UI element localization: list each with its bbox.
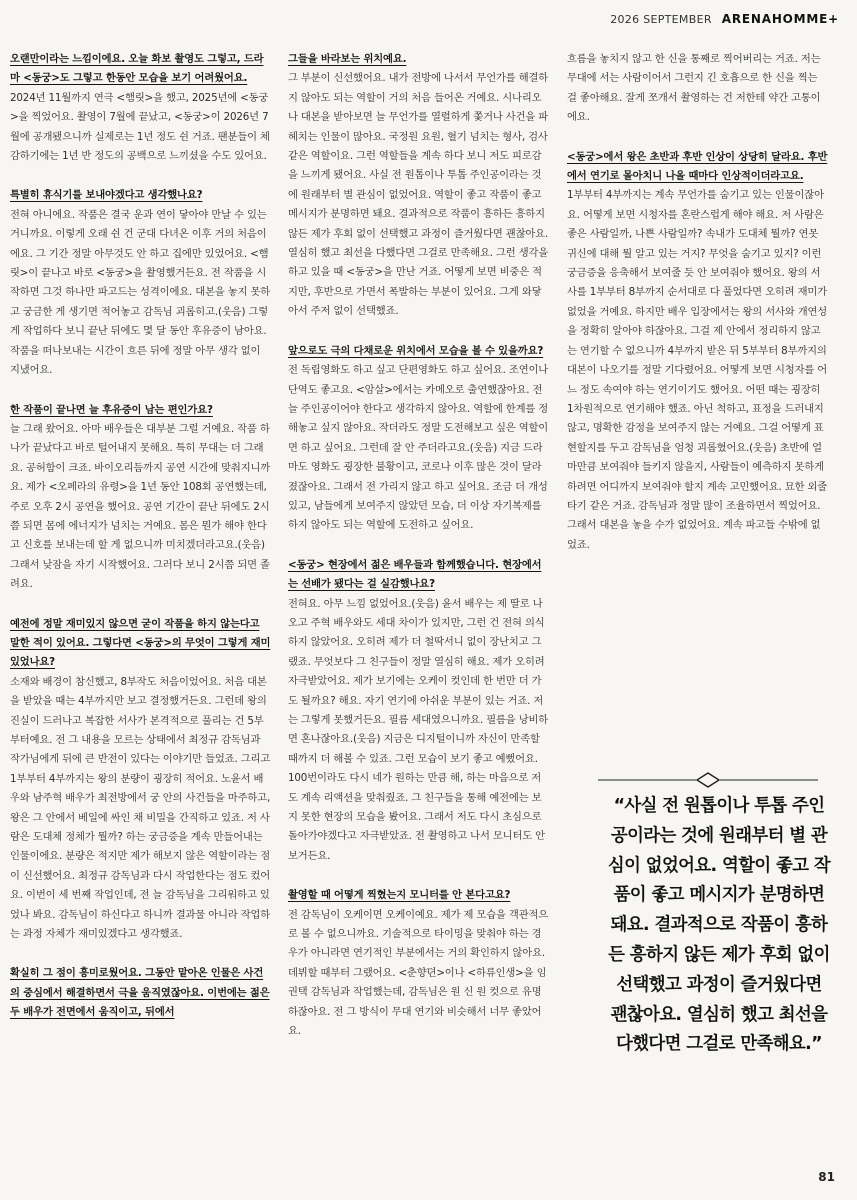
interview-answer: 1부부터 4부까지는 계속 무언가를 숨기고 있는 인물이잖아요. 어떻게 보면 시청자를 혼란스럽게 해야 해요. 저 사람은 좋은 사람일까, 나쁜 사람일까? 속내가 도대체 뭘까? 연못 귀신에 대해 뭘 알고 있는 거지? 무엇을 숨기고 있지? 이런 궁금증을 응축해서 보여줄 듯 안 보여줘야 했어요. 왕의 서사를 1부부터 8부까지 순서대로 다 풀었다면 오히려 재미가 없었을 거예요. 하지만 배우 입장에서는 왕의 서사와 개연성을 정확히 알아야 하잖아요. 그걸 제 안에서 정리하지 않고는 연기할 수 없으니까 4부까지 받은 뒤 5부부터 8부까지의 대본이 나오기를 정말 기다렸어요. 어떻게 보면 시청자를 어느 정도 속여야 하는 연기이기도 했어요. 어떤 때는 굉장히 1차원적으로 연기해야 했죠. 아닌 척하고, 표정을 드러내지 않고, 명확한 감정을 보여주지 않는 거예요. 그걸 어떻게 표현할지를 두고 감독님을 엄청 괴롭혔어요.(웃음) 초반에 얼마만큼 보여줘야 들키지 않을지, 사람들이 예측하지 못하게 하려면 어디까지 보여줘야 할지 계속 고민했어요. 묘한 외줄타기 같은 거죠. 감독님과 정말 많이 조율하면서 찍었어요. 그래서 대본을 놓을 수가 없었어요. 계속 파고들 수밖에 없었죠.	[567, 189, 828, 551]
interview-answer: 전 감독님이 오케이면 오케이예요. 제가 제 모습을 객관적으로 볼 수 없으니까요. 기술적으로 타이밍을 맞춰야 하는 경우가 아니라면 연기적인 부분에서는 거의 확인하지 않아요. 데뷔할 때부터 그랬어요. <춘향뎐>이나 <하류인생>을 임권택 감독님과 작업했는데, 감독님은 원 신 원 컷으로 유명하잖아요. 전 그 방식이 무대 연기와 비슷해서 너무 좋았어요.	[288, 908, 549, 1038]
interview-answer: 전혀 아니에요. 작품은 결국 운과 연이 닿아야 만날 수 있는 거니까요. 이렇게 오래 쉰 건 군대 다녀온 이후 거의 처음이에요. 그 기간 정말 아무것도 안 하고 집에만 있었어요. <햄릿>이 끝나고 바로 <동궁>을 촬영했거든요. 전 작품을 시작하면 그것 하나만 파고드는 성격이에요. 대본을 놓지 못하고 궁금한 게 생기면 적어놓고 감독님 괴롭히고.(웃음) 그렇게 작업하다 보니 끝난 뒤에도 몇 달 동안 후유증이 남아요. 작품을 떠나보내는 시간이 흐른 뒤에 정말 아무 생각 없이 지냈어요.	[10, 208, 271, 377]
interview-question: 특별히 휴식기를 보내야겠다고 생각했나요?	[10, 189, 203, 202]
page-header	[610, 12, 839, 26]
interview-answer: 전혀요. 아무 느낌 없었어요.(웃음) 윤서 배우는 제 딸로 나오고 주혁 배우와도 세대 차이가 있지만, 그런 건 전혀 의식하지 않았어요. 오히려 제가 더 철딱서니 없이 장난치고 그랬죠. 무엇보다 그 친구들이 정말 열심히 해요. 제가 오히려 자극받았어요. 제가 보기에는 오케이 컷인데 한 번만 더 가도 될까요? 해요. 자기 연기에 아쉬운 부분이 있는 거죠. 저는 그렇게 못했거든요. 필름 세대였으니까요. 필름을 낭비하면 혼나잖아요.(웃음) 지금은 디지털이니까 자신이 만족할 때까지 더 해볼 수 있죠. 그런 모습이 보기 좋고 예뻤어요. 100번이라도 다시 네가 원하는 만큼 해, 하는 마음으로 저도 계속 리액션을 맞춰줬죠. 그 친구들을 통해 예전에는 보지 못한 현장의 모습을 봤어요. 그래서 저도 다시 초심으로 돌아가야겠다고 자극받았죠. 전 촬영하고 나서 모니터도 안 보거든요.	[288, 597, 549, 862]
article-column-2	[288, 50, 550, 1062]
interview-question: 촬영할 때 어떻게 찍혔는지 모니터를 안 본다고요?	[288, 889, 511, 902]
diamond-divider-icon	[598, 772, 818, 788]
pull-quote: “사실 전 원톱이나 투톱 주인공이라는 것에 원래부터 별 관심이 없었어요. 역할이 좋고 작품이 좋고 메시지가 분명하면 돼요. 결과적으로 작품이 흥하든 흥하지 않든 제가 후회 없이 선택했고 과정이 즐거웠다면 괜찮아요. 열심히 했고 최선을 다했다면 그걸로 만족해요.”	[607, 796, 831, 1055]
interview-question: 예전에 정말 재미있지 않으면 굳이 작품을 하지 않는다고 말한 적이 있어요. 그렇다면 <동궁>의 무엇이 그렇게 재미있었나요?	[10, 617, 271, 669]
interview-answer: 흐름을 놓치지 않고 한 신을 통째로 찍어버리는 거죠. 저는 무대에 서는 사람이어서 그런지 긴 호흡으로 한 신을 찍는 걸 좋아해요. 잘게 쪼개서 촬영하는 건 저한테 약간 고통이에요.	[567, 53, 821, 124]
article-column-3	[567, 50, 829, 575]
page-number: 81	[818, 1170, 835, 1184]
interview-question: 그들을 바라보는 위치예요.	[288, 53, 407, 65]
interview-question: <동궁>에서 왕은 초반과 후반 인상이 상당히 달라요. 후반에서 연기로 몰아치니 나올 때마다 인상적이더라고요.	[567, 150, 828, 183]
article-column-1	[10, 50, 272, 1023]
interview-question: 앞으로도 극의 다채로운 위치에서 모습을 볼 수 있을까요?	[288, 344, 544, 357]
interview-answer: 소재와 배경이 참신했고, 8부작도 처음이었어요. 처음 대본을 받았을 때는 4부까지만 보고 결정했거든요. 그런데 왕의 진실이 드러나고 복잡한 서사가 본격적으로 풀리는 건 5부부터예요. 전 그 내용을 모르는 상태에서 최정규 감독님과 작가님에게 뒤에 큰 반전이 있다는 이야기만 들었죠. 그리고 1부부터 4부까지는 왕의 분량이 굉장히 적어요. 노윤서 배우와 남주혁 배우가 최전방에서 궁 안의 사건들을 마주하고, 왕은 그 안에서 베일에 싸인 채 비밀을 간직하고 있죠. 저 사람은 도대체 정체가 뭘까? 하는 궁금증을 계속 만들어내는 인물이에요. 분량은 적지만 제가 해보지 않은 역할이라는 점이 신선했어요. 최정규 감독님과 다시 작업한다는 점도 컸어요. 이번이 세 번째 작업인데, 전 늘 감독님을 그리워하고 있었나 봐요. 감독님이 하신다고 하니까 결과물 아니라 작업하는 과정 자체가 재미있겠다고 생각했죠.	[10, 675, 271, 941]
interview-answer: 그 부분이 신선했어요. 내가 전방에 나서서 무언가를 해결하지 않아도 되는 역할이 거의 처음 들어온 거예요. 시나리오나 대본을 받아보면 늘 무언가를 열렬하게 쫓거나 사건을 파헤치는 인물이 많아요. 국정원 요원, 혈기 넘치는 형사, 검사 같은 역할이요. 그런 역할들을 계속 하다 보니 저도 피로감을 느끼게 됐어요. 사실 전 원톱이나 투톱 주인공이라는 것에 원래부터 별 관심이 없었어요. 역할이 좋고 작품이 좋고 메시지가 분명하면 돼요. 결과적으로 작품이 흥하든 흥하지 않든 제가 후회 없이 선택했고 과정이 즐거웠다면 괜찮아요. 열심히 했고 최선을 다했다면 그걸로 만족해요. 그런 생각을 하고 있을 때 <동궁>을 만난 거죠. 어떻게 보면 비중은 적지만, 후반으로 가면서 폭발하는 부분이 있어요. 그게 와닿아서 주저 없이 선택했죠.	[288, 72, 549, 318]
interview-answer: 늘 그래 왔어요. 아마 배우들은 대부분 그럴 거예요. 작품 하나가 끝났다고 바로 털어내지 못해요. 특히 무대는 더 그래요. 공허함이 크죠. 바이오리듬까지 공연 시간에 맞춰지니까요. 제가 <오페라의 유령>을 1년 동안 108회 공연했는데, 주로 오후 2시 공연을 했어요. 공연 기간이 끝난 뒤에도 2시쯤 되면 몸에 에너지가 넘치는 거예요. 몸은 뭔가 해야 한다고 신호를 보내는데 할 게 없으니까 미치겠더라고요.(웃음) 그래서 낮잠을 자기 시작했어요. 그러다 보니 2시쯤 되면 졸려요.	[10, 422, 271, 591]
interview-question: 한 작품이 끝나면 늘 후유증이 남는 편인가요?	[10, 403, 213, 416]
interview-question: 오랜만이라는 느낌이에요. 오늘 화보 촬영도 그렇고, 드라마 <동궁>도 그렇고 한동안 모습을 보기 어려웠어요.	[10, 53, 264, 85]
magazine-logo: ARENAHOMME+	[721, 12, 839, 26]
interview-answer: 2024년 11월까지 연극 <햄릿>을 했고, 2025년에 <동궁>을 찍었어요. 촬영이 7월에 끝났고, <동궁>이 2026년 7월에 공개됐으니까 실제로는 1년 정도 쉰 거죠. 팬분들이 체감하기에는 1년 반 정도의 공백으로 느끼셨을 수도 있어요.	[10, 91, 270, 163]
interview-question: <동궁> 현장에서 젊은 배우들과 함께했습니다. 현장에서는 선배가 됐다는 걸 실감했나요?	[288, 558, 542, 591]
issue-date: 2026 SEPTEMBER	[610, 13, 712, 26]
interview-question: 확실히 그 점이 흥미로웠어요. 그동안 맡아온 인물은 사건의 중심에서 해결하면서 극을 움직였잖아요. 이번에는 젊은 두 배우가 전면에서 움직이고, 뒤에서	[10, 967, 270, 1019]
interview-answer: 전 독립영화도 하고 싶고 단편영화도 하고 싶어요. 조연이나 단역도 좋고요. <암살>에서는 카메오로 출연했잖아요. 전 늘 주인공이어야 한다고 생각하지 않아요. 역할에 한계를 정해놓고 싶지 않아요. 작더라도 정말 도전해보고 싶은 역할이면 하고 싶어요. 그런데 잘 안 주더라고요.(웃음) 지금 드라마도 영화도 굉장한 불황이고, 코로나 이후 많은 것이 달라졌잖아요. 그래서 전 가리지 않고 하고 싶어요. 조금 더 개성 있고, 남들에게 보여주지 않았던 모습, 더 이상 자기복제를 하지 않아도 되는 역할에 도전하고 싶어요.	[288, 364, 549, 532]
